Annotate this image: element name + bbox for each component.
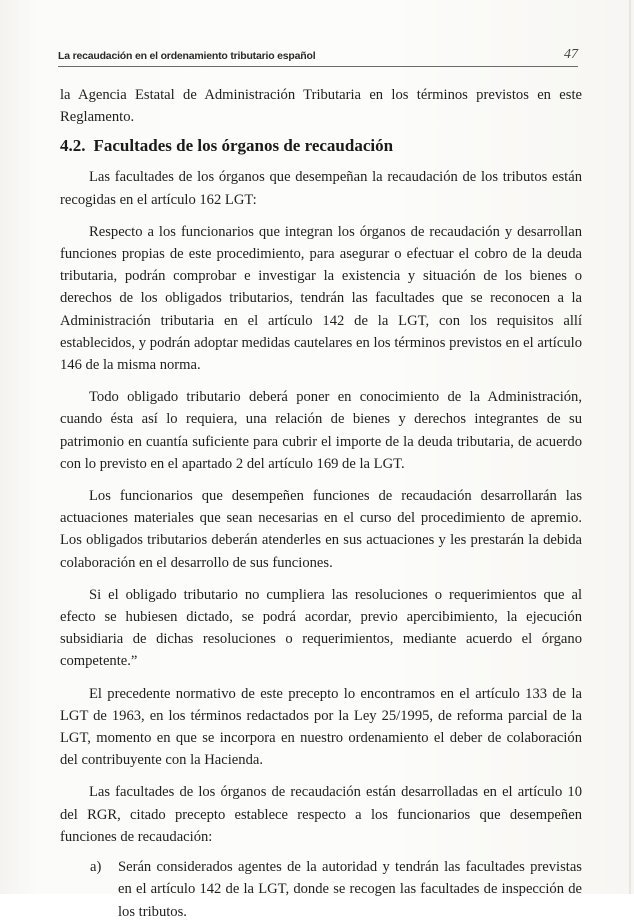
paragraph: Los funcionarios que desempeñen funciones de recaudación desarrollarán las actuaciones materiales que sean necesarias en el curso del procedimiento de apremio. Los obligados tributarios deberán atenderles en sus actuaciones y les prestarán la debida colaboración en el desarrollo de sus funciones.	[60, 488, 582, 571]
paragraph: Si el obligado tributario no cumpliera las resoluciones o requerimientos que al efecto se hubiesen dictado, se podrá acordar, previo apercibimiento, la ejecución subsidiaria de dichas resoluciones o requerimientos, mediante acuerdo el órgano competente.”	[60, 586, 582, 670]
list-marker: a)	[90, 859, 102, 876]
running-header	[58, 42, 578, 67]
intro-paragraph: la Agencia Estatal de Administración Tributaria en los términos previstos en este Reglamento.	[60, 87, 582, 126]
section-title: Facultades de los órganos de recaudación	[93, 136, 394, 156]
paragraph: Las facultades de los órganos de recaudación están desarrolladas en el artículo 10 del RGR, citado precepto establece respecto a los funcionarios que desempeñen funciones de recaudación:	[60, 784, 582, 845]
page-number: 47	[564, 47, 578, 62]
body-text	[60, 84, 582, 923]
page-edge	[629, 0, 631, 894]
paragraph: Las facultades de los órganos que desempeñan la recaudación de los tributos están recogidas en el artículo 162 LGT:	[60, 169, 582, 208]
paragraph: Todo obligado tributario deberá poner en conocimiento de la Administración, cuando ésta así lo requiera, una relación de bienes y derechos integrantes de su patrimonio en cuantía suficiente para cubrir el importe de la deuda tributaria, de acuerdo con lo previsto en el apartado 2 del artículo 169 de la LGT.	[60, 389, 582, 472]
list-item	[60, 856, 582, 923]
paragraph: Respecto a los funcionarios que integran los órganos de recaudación y desarrollan funciones propias de este procedimiento, para asegurar o efectuar el cobro de la deuda tributaria, podrán comprobar e investigar la existencia y situación de los bienes o derechos de los obligados tributarios, tendrán las facultades que se reconocen a la Administración tributaria en el artículo 142 de la LGT, con los requisitos allí establecidos, y podrán adoptar medidas cautelares en los términos previstos en el artículo 146 de la misma norma.	[60, 223, 582, 374]
section-number: 4.2.	[60, 136, 86, 156]
paragraph: El precedente normativo de este precepto lo encontramos en el artículo 133 de la LGT de 1963, en los términos redactados por la Ley 25/1995, de reforma parcial de la LGT, momento en que se incorpora en nuestro ordenamiento el deber de colaboración del contribuyente con la Hacienda.	[60, 685, 582, 769]
list-item-text: Serán considerados agentes de la autoridad y tendrán las facultades previstas en el artículo 142 de la LGT, donde se recogen las facultades de inspección de los tributos.	[118, 859, 582, 920]
running-title: La recaudación en el ordenamiento tributario español	[58, 50, 316, 62]
section-heading	[60, 134, 582, 158]
